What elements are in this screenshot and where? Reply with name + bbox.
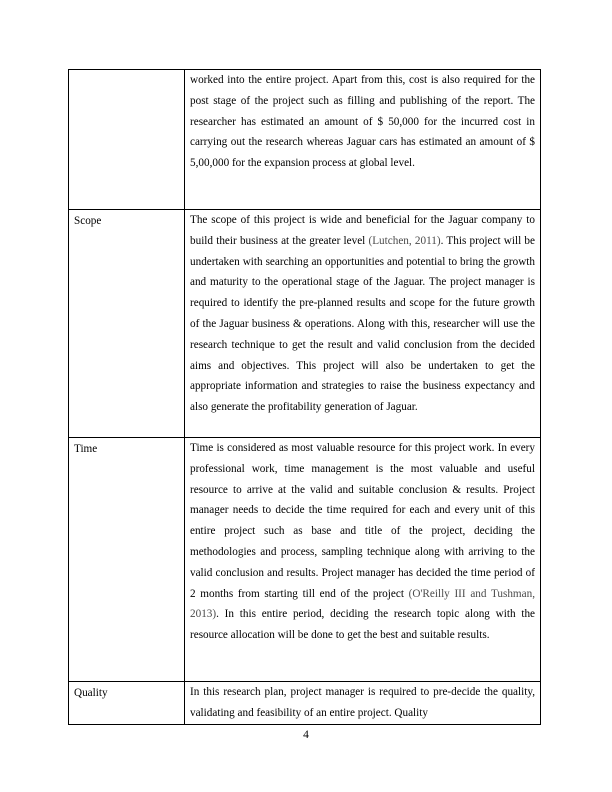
row-text-cell: [185, 210, 541, 438]
text-after-citation: . In this entire period, deciding the research topic along with the resource allocation will be done to get the best and suitable results.: [190, 608, 535, 642]
text-after-citation: . This project will be undertaken with searching an opportunities and potential to bring the growth and maturity to the operational stage of the Jaguar. The project manager is required to identify the pre-planned results and scope for the future growth of the Jaguar business & operations. Along with this, researcher will use the research technique to get the result and valid conclusion from the decided aims and objectives. This project will also be undertaken to get the appropriate information and strategies to raise the business expectancy and also generate the profitability generation of Jaguar.: [190, 234, 535, 414]
row-text: [190, 210, 535, 418]
table-row-time: [69, 438, 541, 682]
row-label-cell: [69, 682, 185, 725]
row-text-cell: [185, 682, 541, 725]
row-label-cell: [69, 210, 185, 438]
row-text-cell: [185, 438, 541, 682]
citation: (Lutchen, 2011): [368, 234, 441, 247]
row-text: [190, 438, 535, 646]
row-label: Scope: [74, 215, 102, 227]
row-text: worked into the entire project. Apart from this, cost is also required for the post stage of the project such as filling and publishing of the report. The researcher has estimated an amount of $ 50,000 for the incurred cost in carrying out the research whereas Jaguar cars has estimated an amount of $ 5,00,000 for the expansion process at global level.: [190, 74, 535, 170]
citation: (O'Reilly III and Tushman, 2013): [190, 587, 535, 621]
row-label-cell: [69, 438, 185, 682]
text-before-citation: The scope of this project is wide and beneficial for the Jaguar company to build their business at the greater level: [190, 214, 535, 247]
row-label: Time: [74, 443, 98, 455]
text-before-citation: Time is considered as most valuable resource for this project work. In every professional work, time management is the most valuable and useful resource to arrive at the valid and suitable conclusion & results. Project manager needs to decide the time required for each and every unit of this entire project such as base and title of the project, deciding the methodologies and process, sampling technique along with arriving to the valid conclusion and results. Project manager has decided the time period of 2 months from starting till end of the project: [190, 442, 535, 600]
table-row-scope: [69, 210, 541, 438]
row-text: In this research plan, project manager is required to pre-decide the quality, validating and feasibility of an entire project. Quality: [190, 686, 535, 719]
row-text-cell: [185, 70, 541, 210]
table-row-cost-continued: [69, 70, 541, 210]
row-label-cell: [69, 70, 185, 210]
row-label: [74, 70, 179, 71]
table-row-quality: [69, 682, 541, 725]
page-number: 4: [303, 729, 309, 741]
content-table: [68, 69, 541, 725]
row-label: Quality: [74, 687, 108, 699]
